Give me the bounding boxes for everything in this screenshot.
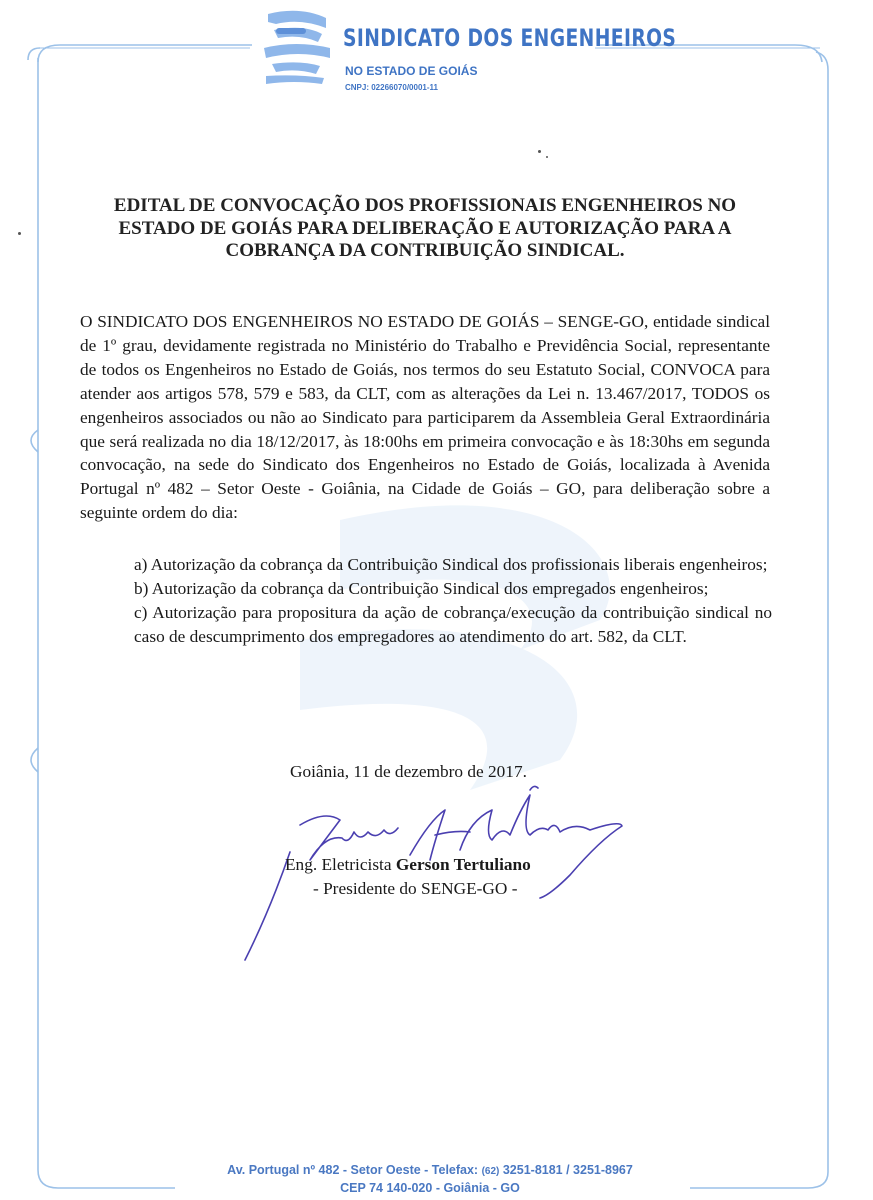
title-line: COBRANÇA DA CONTRIBUIÇÃO SINDICAL. (225, 240, 625, 261)
convocation-paragraph: O SINDICATO DOS ENGENHEIROS NO ESTADO DE GOIÁS – SENGE-GO, entidade sindical de 1º grau, devidamente registrada no Ministério do Trabalho e Previdência Social, representante de todos os Engenheiros no Estado de Goiás, nos termos do seu Estatuto Social, CONVOCA para atender aos artigos 578, 579 e 583, da CLT, com as alterações da Lei n. 13.467/2017, TODOS os engenheiros associados ou não ao Sindicato para participarem da Assembleia Geral Extraordinária que será realizada no dia 18/12/2017, às 18:00hs em primeira convocação e às 18:30hs em segunda convocação, na sede do Sindicato dos Engenheiros no Estado de Goiás, localizada à Avenida Portugal nº 482 – Setor Oeste - Goiânia, na Cidade de Goiás – GO, para deliberação sobre a seguinte ordem do dia: (80, 312, 770, 523)
title-line: EDITAL DE CONVOCAÇÃO DOS PROFISSIONAIS ENGENHEIROS NO (113, 195, 737, 216)
org-name: SINDICATO DOS ENGENHEIROS (343, 24, 677, 52)
footer-line-2: CEP 74 140-020 - Goiânia - GO (340, 1181, 520, 1195)
footer-address-text: Av. Portugal nº 482 - Setor Oeste - Telefax: (227, 1163, 482, 1177)
handwritten-signature (230, 780, 650, 970)
signer-name: Gerson Tertuliano (395, 855, 531, 874)
org-cnpj: CNPJ: 02266070/0001-11 (345, 83, 438, 92)
agenda-item: c) Autorização para propositura da ação de cobrança/execução da contribuição sindical no caso de descumprimento dos empregadores ao atendimento do art. 582, da CLT. (134, 603, 772, 646)
footer-line-1 (180, 1162, 680, 1180)
signer-line (285, 855, 531, 875)
union-logo-icon (260, 8, 332, 84)
footer-area-code: (62) (481, 1166, 500, 1177)
signer-role: - Presidente do SENGE-GO - (313, 879, 518, 898)
scan-speck (18, 232, 21, 235)
signer-prefix: Eng. Eletricista (285, 855, 396, 874)
agenda-item: a) Autorização da cobrança da Contribuição Sindical dos profissionais liberais engenheiros; (134, 555, 768, 574)
agenda-list (134, 553, 772, 649)
org-state: NO ESTADO DE GOIÁS (345, 64, 478, 78)
scan-speck (546, 156, 548, 158)
agenda-item: b) Autorização da cobrança da Contribuição Sindical dos empregados engenheiros; (134, 579, 709, 598)
date-line: Goiânia, 11 de dezembro de 2017. (290, 762, 527, 781)
title-line: ESTADO DE GOIÁS PARA DELIBERAÇÃO E AUTORIZAÇÃO PARA A (118, 217, 732, 239)
document-title (90, 195, 760, 263)
scan-speck (538, 150, 541, 153)
footer-address (180, 1162, 680, 1197)
footer-phones: 3251-8181 / 3251-8967 (499, 1163, 633, 1177)
